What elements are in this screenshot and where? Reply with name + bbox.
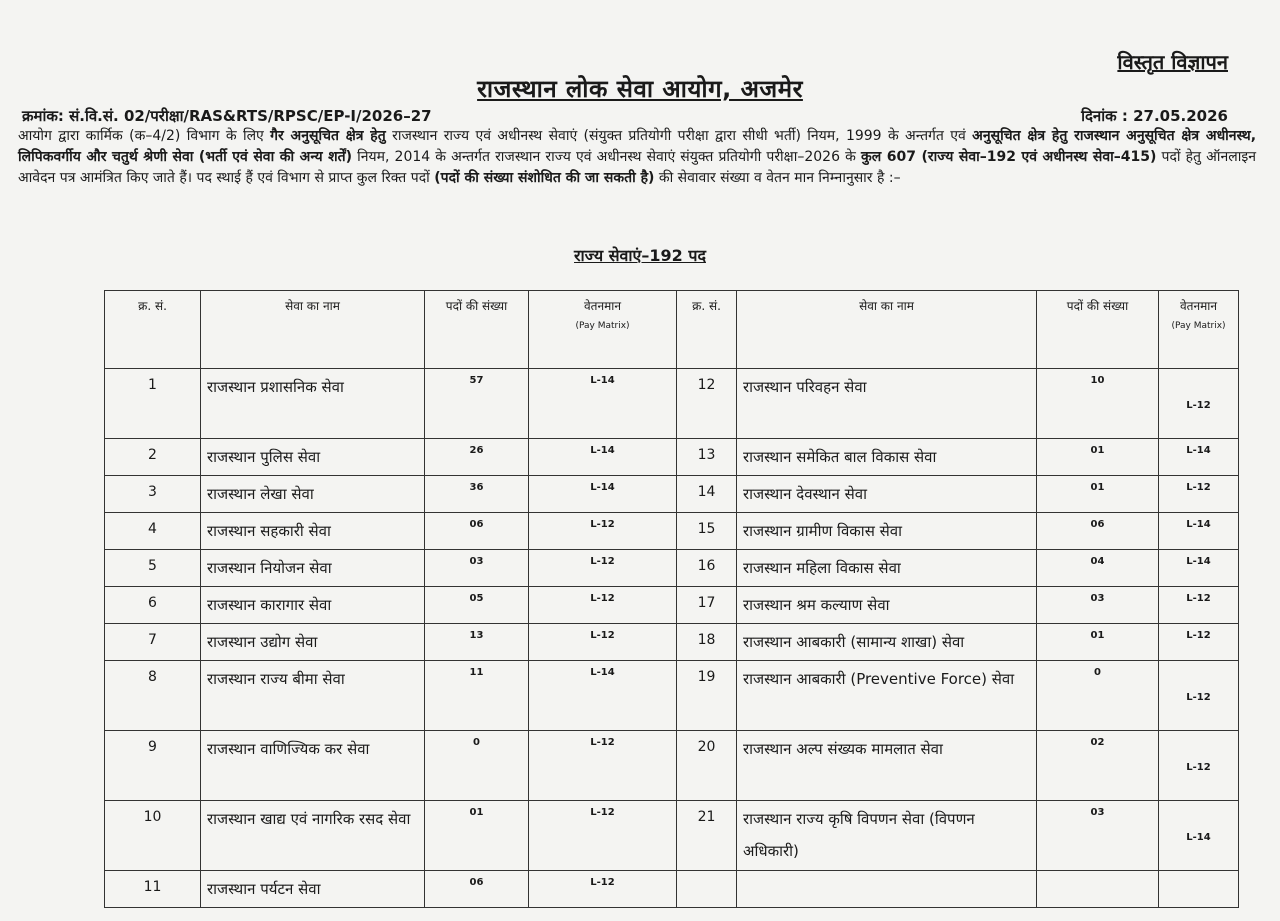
row-service-name: राजस्थान कारागार सेवा	[201, 587, 425, 624]
header-posts-right: पदों की संख्या	[1037, 291, 1159, 369]
row-service-name: राजस्थान लेखा सेवा	[201, 476, 425, 513]
row-service-name: राजस्थान महिला विकास सेवा	[737, 550, 1037, 587]
table-row	[105, 801, 1239, 871]
row-posts: 03	[1037, 801, 1159, 871]
row-service-name: राजस्थान देवस्थान सेवा	[737, 476, 1037, 513]
header-pay-label: वेतनमान	[1179, 299, 1218, 313]
row-service-name: राजस्थान वाणिज्यिक कर सेवा	[201, 731, 425, 801]
row-pay: L-12	[1159, 661, 1239, 731]
row-service-name: राजस्थान खाद्य एवं नागरिक रसद सेवा	[201, 801, 425, 871]
row-pay: L-14	[1159, 801, 1239, 871]
row-sno: 16	[677, 550, 737, 587]
row-sno: 2	[105, 439, 201, 476]
row-sno: 15	[677, 513, 737, 550]
row-sno: 18	[677, 624, 737, 661]
row-sno: 8	[105, 661, 201, 731]
row-service-name: राजस्थान उद्योग सेवा	[201, 624, 425, 661]
row-posts: 57	[425, 369, 529, 439]
row-pay: L-12	[1159, 587, 1239, 624]
row-posts: 01	[425, 801, 529, 871]
row-service-name: राजस्थान पुलिस सेवा	[201, 439, 425, 476]
row-posts: 01	[1037, 624, 1159, 661]
row-pay: L-12	[1159, 731, 1239, 801]
reference-number: क्रमांक: सं.वि.सं. 02/परीक्षा/RAS&RTS/RPSC/EP-I/2026–27	[22, 107, 432, 125]
row-sno: 6	[105, 587, 201, 624]
header-posts-left: पदों की संख्या	[425, 291, 529, 369]
row-sno: 21	[677, 801, 737, 871]
row-posts: 02	[1037, 731, 1159, 801]
row-pay: L-14	[529, 439, 677, 476]
intro-text-5: की सेवावार संख्या व वेतन मान निम्नानुसार है :–	[654, 170, 901, 186]
intro-bold-4: (पदों की संख्या संशोधित की जा सकती है)	[434, 170, 655, 186]
table-row	[105, 871, 1239, 908]
row-sno: 19	[677, 661, 737, 731]
row-pay: L-14	[1159, 513, 1239, 550]
table-row	[105, 731, 1239, 801]
notice-date: दिनांक : 27.05.2026	[1081, 107, 1228, 125]
table-row	[105, 476, 1239, 513]
table-row	[105, 624, 1239, 661]
row-posts: 13	[425, 624, 529, 661]
table-row	[105, 439, 1239, 476]
row-posts: 36	[425, 476, 529, 513]
row-sno: 7	[105, 624, 201, 661]
intro-text-2: राजस्थान राज्य एवं अधीनस्थ सेवाएं (संयुक्त प्रतियोगी परीक्षा द्वारा सीधी भर्ती) नियम, 1999 के अन्तर्गत एवं	[385, 128, 973, 144]
row-service-name: राजस्थान आबकारी (Preventive Force) सेवा	[737, 661, 1037, 731]
header-sno-right: क्र. सं.	[677, 291, 737, 369]
page-title: राजस्थान लोक सेवा आयोग, अजमेर	[477, 75, 803, 103]
row-service-name: राजस्थान पर्यटन सेवा	[201, 871, 425, 908]
row-pay: L-12	[529, 801, 677, 871]
row-sno	[677, 871, 737, 908]
table-header-row	[105, 291, 1239, 369]
intro-text-1: आयोग द्वारा कार्मिक (क–4/2) विभाग के लिए	[18, 128, 271, 144]
table-row	[105, 587, 1239, 624]
row-pay: L-12	[1159, 476, 1239, 513]
table-row	[105, 369, 1239, 439]
row-posts	[1037, 871, 1159, 908]
row-pay: L-12	[529, 587, 677, 624]
row-posts: 01	[1037, 476, 1159, 513]
row-pay: L-12	[1159, 369, 1239, 439]
row-pay: L-12	[529, 624, 677, 661]
row-posts: 26	[425, 439, 529, 476]
header-service-right: सेवा का नाम	[737, 291, 1037, 369]
intro-bold-1: गैर अनुसूचित क्षेत्र हेतु	[270, 128, 386, 144]
header-pay-label: वेतनमान	[583, 299, 622, 313]
row-sno: 14	[677, 476, 737, 513]
row-service-name: राजस्थान प्रशासनिक सेवा	[201, 369, 425, 439]
intro-bold-2: अनुसूचित क्षेत्र हेतु राजस्थान अनुसूचित क्षेत्र अधीनस्थ, लिपिकवर्गीय और चतुर्थ श्रेणी सेवा (भर्ती एवं सेवा की अन्य शर्तें)	[18, 128, 1257, 165]
row-pay: L-12	[529, 550, 677, 587]
row-pay: L-12	[529, 513, 677, 550]
row-service-name: राजस्थान श्रम कल्याण सेवा	[737, 587, 1037, 624]
row-posts: 06	[425, 513, 529, 550]
row-sno: 3	[105, 476, 201, 513]
table-row	[105, 661, 1239, 731]
row-sno: 12	[677, 369, 737, 439]
row-pay: L-12	[529, 731, 677, 801]
row-sno: 11	[105, 871, 201, 908]
row-service-name: राजस्थान राज्य कृषि विपणन सेवा (विपणन अधिकारी)	[737, 801, 1037, 871]
row-pay: L-14	[529, 369, 677, 439]
row-sno: 17	[677, 587, 737, 624]
header-pay-left	[529, 291, 677, 369]
row-posts: 01	[1037, 439, 1159, 476]
row-pay: L-14	[1159, 439, 1239, 476]
row-posts: 0	[425, 731, 529, 801]
row-posts: 0	[1037, 661, 1159, 731]
row-sno: 13	[677, 439, 737, 476]
row-service-name	[737, 871, 1037, 908]
row-posts: 06	[425, 871, 529, 908]
row-sno: 9	[105, 731, 201, 801]
row-pay	[1159, 871, 1239, 908]
header-pay-sub: (Pay Matrix)	[575, 321, 630, 331]
row-pay: L-14	[529, 476, 677, 513]
row-service-name: राजस्थान आबकारी (सामान्य शाखा) सेवा	[737, 624, 1037, 661]
reference-line	[22, 106, 1228, 126]
row-pay: L-12	[529, 871, 677, 908]
row-service-name: राजस्थान नियोजन सेवा	[201, 550, 425, 587]
row-pay: L-14	[1159, 550, 1239, 587]
services-table	[104, 290, 1239, 908]
table-row	[105, 550, 1239, 587]
header-sno-left: क्र. सं.	[105, 291, 201, 369]
row-pay: L-14	[529, 661, 677, 731]
intro-text-3: नियम, 2014 के अन्तर्गत राजस्थान राज्य एवं अधीनस्थ सेवाएं संयुक्त प्रतियोगी परीक्षा–2026 के	[352, 149, 861, 165]
row-service-name: राजस्थान परिवहन सेवा	[737, 369, 1037, 439]
section-title: राज्य सेवाएं–192 पद	[574, 246, 706, 265]
row-sno: 20	[677, 731, 737, 801]
row-pay: L-12	[1159, 624, 1239, 661]
row-sno: 10	[105, 801, 201, 871]
row-posts: 11	[425, 661, 529, 731]
detailed-advertisement-tag: विस्तृत विज्ञापन	[1117, 50, 1228, 74]
header-pay-sub: (Pay Matrix)	[1171, 321, 1226, 331]
header-service-left: सेवा का नाम	[201, 291, 425, 369]
row-service-name: राजस्थान राज्य बीमा सेवा	[201, 661, 425, 731]
intro-text-4: पदों हेतु ऑनलाइन आवेदन पत्र आमंत्रित किए जाते हैं। पद स्थाई हैं एवं विभाग से प्राप्त कुल रिक्त पदों	[18, 149, 1256, 186]
intro-bold-3: कुल 607 (राज्य सेवा–192 एवं अधीनस्थ सेवा–415)	[860, 149, 1157, 165]
row-service-name: राजस्थान ग्रामीण विकास सेवा	[737, 513, 1037, 550]
row-service-name: राजस्थान सहकारी सेवा	[201, 513, 425, 550]
row-posts: 06	[1037, 513, 1159, 550]
row-posts: 05	[425, 587, 529, 624]
table-row	[105, 513, 1239, 550]
row-sno: 1	[105, 369, 201, 439]
row-sno: 4	[105, 513, 201, 550]
row-posts: 04	[1037, 550, 1159, 587]
row-posts: 03	[1037, 587, 1159, 624]
row-sno: 5	[105, 550, 201, 587]
header-pay-right	[1159, 291, 1239, 369]
intro-paragraph	[18, 126, 1256, 189]
row-service-name: राजस्थान अल्प संख्यक मामलात सेवा	[737, 731, 1037, 801]
row-posts: 03	[425, 550, 529, 587]
row-posts: 10	[1037, 369, 1159, 439]
row-service-name: राजस्थान समेकित बाल विकास सेवा	[737, 439, 1037, 476]
